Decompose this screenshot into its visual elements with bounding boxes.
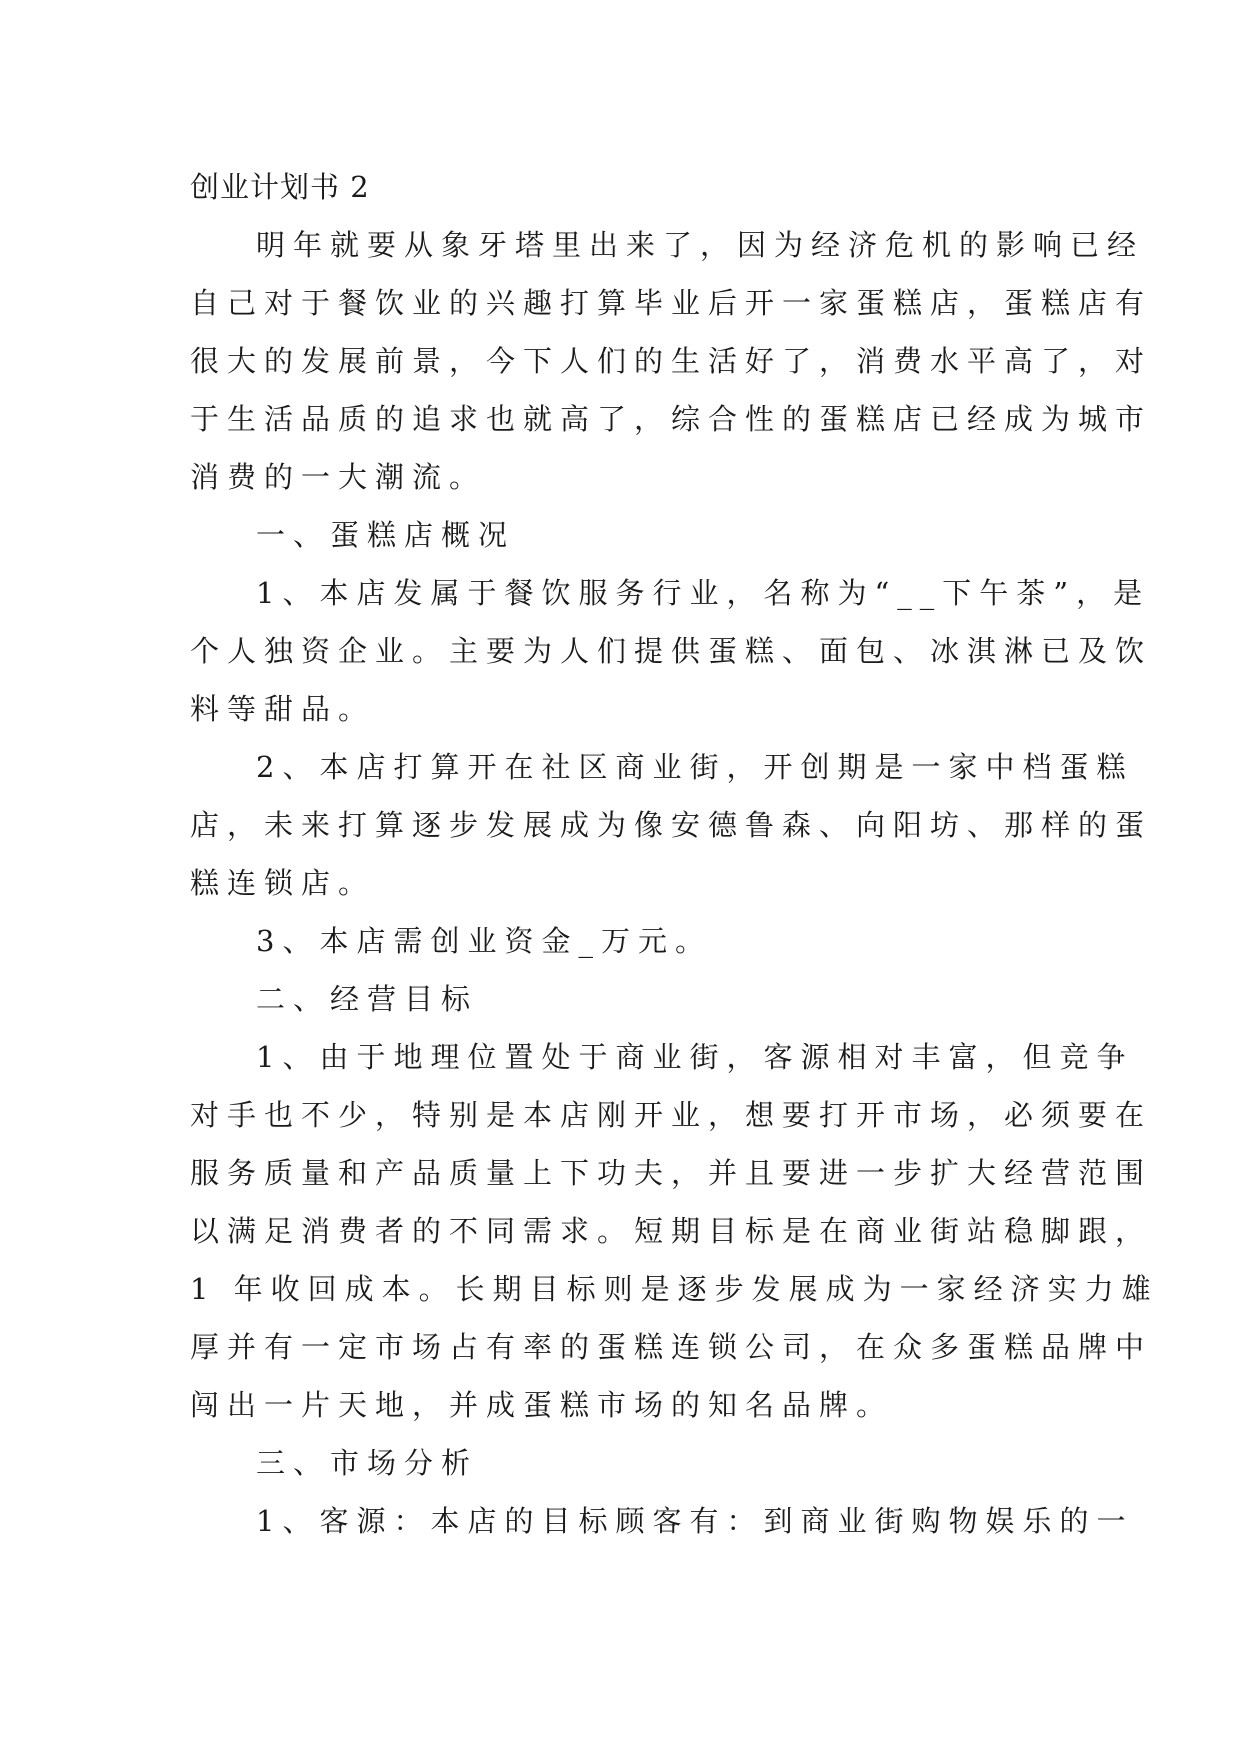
document-title: 创业计划书 2 [190,170,370,204]
section-heading-overview [190,506,1060,564]
paragraph-market-1 [190,1492,1134,1550]
section-heading: 二、经营目标 [256,982,479,1016]
text-line: 闯出一片天地，并成蛋糕市场的知名品牌。 [190,1388,894,1422]
text-line: 料等甜品。 [190,692,376,726]
text-line: 1、本店发属于餐饮服务行业，名称为“__下午茶”，是 [256,576,1151,610]
paragraph-intro [190,216,1153,506]
text-line: 自己对于餐饮业的兴趣打算毕业后开一家蛋糕店，蛋糕店有 [190,286,1153,320]
text-line: 对手也不少，特别是本店刚开业，想要打开市场，必须要在 [190,1098,1153,1132]
section-heading: 三、市场分析 [256,1446,479,1480]
text-line: 以满足消费者的不同需求。短期目标是在商业街站稳脚跟， [190,1214,1153,1248]
section-heading-goals [190,970,1060,1028]
text-line: 明年就要从象牙塔里出来了，因为经济危机的影响已经 [256,228,1145,262]
text-line: 服务质量和产品质量上下功夫，并且要进一步扩大经营范围 [190,1156,1153,1190]
text-line: 3、本店需创业资金_万元。 [256,924,712,958]
section-heading: 一、蛋糕店概况 [256,518,516,552]
text-line: 个人独资企业。主要为人们提供蛋糕、面包、冰淇淋已及饮 [190,634,1153,668]
text-line: 糕连锁店。 [190,866,376,900]
paragraph-overview-2 [190,738,1153,912]
text-line: 1、由于地理位置处于商业街，客源相对丰富，但竞争 [256,1040,1134,1074]
text-line: 于生活品质的追求也就高了，综合性的蛋糕店已经成为城市 [190,402,1153,436]
text-line: 1、客源：本店的目标顾客有：到商业街购物娱乐的一 [256,1504,1134,1538]
paragraph-overview-1 [190,564,1153,738]
section-heading-market [190,1434,1060,1492]
text-line: 店，未来打算逐步发展成为像安德鲁森、向阳坊、那样的蛋 [190,808,1153,842]
paragraph-goals-1 [190,1028,1159,1434]
paragraph-overview-3 [190,912,1060,970]
text-line: 消费的一大潮流。 [190,460,487,494]
text-line: 厚并有一定市场占有率的蛋糕连锁公司，在众多蛋糕品牌中 [190,1330,1153,1364]
text-line: 很大的发展前景，今下人们的生活好了，消费水平高了，对 [190,344,1153,378]
document-body [190,158,1159,1550]
text-line: 2、本店打算开在社区商业街，开创期是一家中档蛋糕 [256,750,1134,784]
text-line: 1 年收回成本。长期目标则是逐步发展成为一家经济实力雄 [190,1272,1159,1306]
